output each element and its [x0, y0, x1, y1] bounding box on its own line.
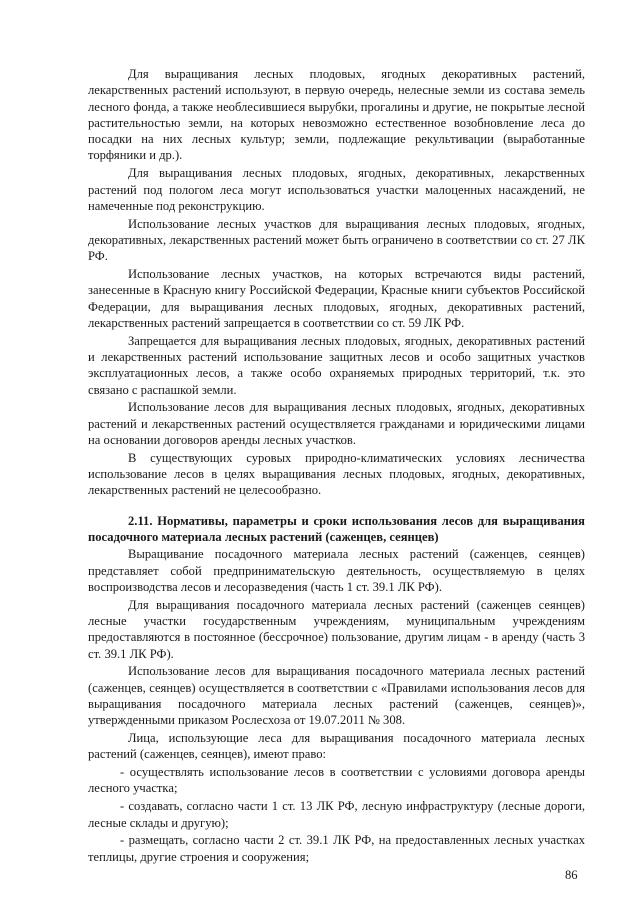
paragraph-fallow-lands: Для выращивания лесных плодовых, ягодных декоративных растений, лекарственных растений используют, в первую очередь, нелесные земли из состава земель лесного фонда, а также необлесившиеся вырубки, прогалины и другие, не покрытые лесной растительностью земли, на которых невозможно естественное возобновление леса до посадки на них лесных культур; земли, подлежащие рекультивации (выработанные торфяники и др.).	[88, 67, 585, 163]
page-number: 86	[565, 868, 578, 882]
paragraph-protective-forests: Запрещается для выращивания лесных плодовых, ягодных, декоративных растений и лекарственных растений использование защитных лесов и особо защитных участков эксплуатационных лесов, а также особо охраняемых природных территорий, т.к. это связано с распашкой земли.	[88, 333, 585, 397]
paragraph-restriction-art27: Использование лесных участков для выращивания лесных плодовых, ягодных, декоративных, лекарственных растений может быть ограничено в соответствии со ст. 27 ЛК РФ.	[88, 216, 585, 264]
document-page	[88, 66, 585, 866]
paragraph-under-canopy: Для выращивания лесных плодовых, ягодных, декоративных, лекарственных растений под пологом леса могут использоваться участки малоценных насаждений, не намеченные под реконструкцию.	[88, 166, 585, 213]
section-heading-2-11: 2.11. Нормативы, параметры и сроки использования лесов для выращивания посадочного материала лесных растений (саженцев, сеянцев)	[88, 513, 585, 545]
paragraph-rules: Использование лесов для выращивания посадочного материала лесных растений (саженцев, сеянцев) осуществляется в соответствии с «Правилами использования лесов для выращивания посадочного материала лесных растений (саженцев, сеянцев)», утвержденными приказом Рослесхоза от 19.07.2011 № 308.	[88, 664, 585, 728]
paragraph-rights-intro: Лица, использующие леса для выращивания посадочного материала лесных растений (саженцев, сеянцев), имеют право:	[88, 731, 585, 762]
paragraph-inexpedient: В существующих суровых природно-климатических условиях лесничества использование лесов в целях выращивания лесных плодовых, ягодных, декоративных, лекарственных растений не целесообразно.	[88, 450, 585, 498]
paragraph-lease-basis: Использование лесов для выращивания лесных плодовых, ягодных, декоративных растений и лекарственных растений осуществляется гражданами и юридическими лицами на основании договоров аренды лесных участков.	[88, 400, 585, 448]
list-item-infrastructure: - создавать, согласно части 1 ст. 13 ЛК РФ, лесную инфраструктуру (лесные дороги, лесные склады и другую);	[88, 799, 585, 830]
paragraph-red-book: Использование лесных участков, на которых встречаются виды растений, занесенные в Красную книгу Российской Федерации, Красные книги субъектов Российской Федерации, для выращивания лесных плодовых, ягодных, декоративных растений, лекарственных растений запрещается в соответствии со ст. 59 ЛК РФ.	[88, 267, 585, 330]
list-item-lease-conditions: - осуществлять использование лесов в соответствии с условиями договора аренды лесного участка;	[88, 765, 585, 796]
paragraph-planting-material: Выращивание посадочного материала лесных растений (саженцев, сеянцев) представляет собой предпринимательскую деятельность, осуществляемую в целях воспроизводства лесов и лесоразведения (часть 1 ст. 39.1 ЛК РФ).	[88, 547, 585, 594]
list-item-greenhouses: - размещать, согласно части 2 ст. 39.1 ЛК РФ, на предоставленных лесных участках теплицы, другие строения и сооружения;	[88, 833, 585, 864]
paragraph-provision: Для выращивания посадочного материала лесных растений (саженцев сеянцев) лесные участки государственным учреждениям, муниципальным учреждениям предоставляются в постоянное (бессрочное) пользование, другим лицам - в аренду (часть 3 ст. 39.1 ЛК РФ).	[88, 597, 585, 661]
